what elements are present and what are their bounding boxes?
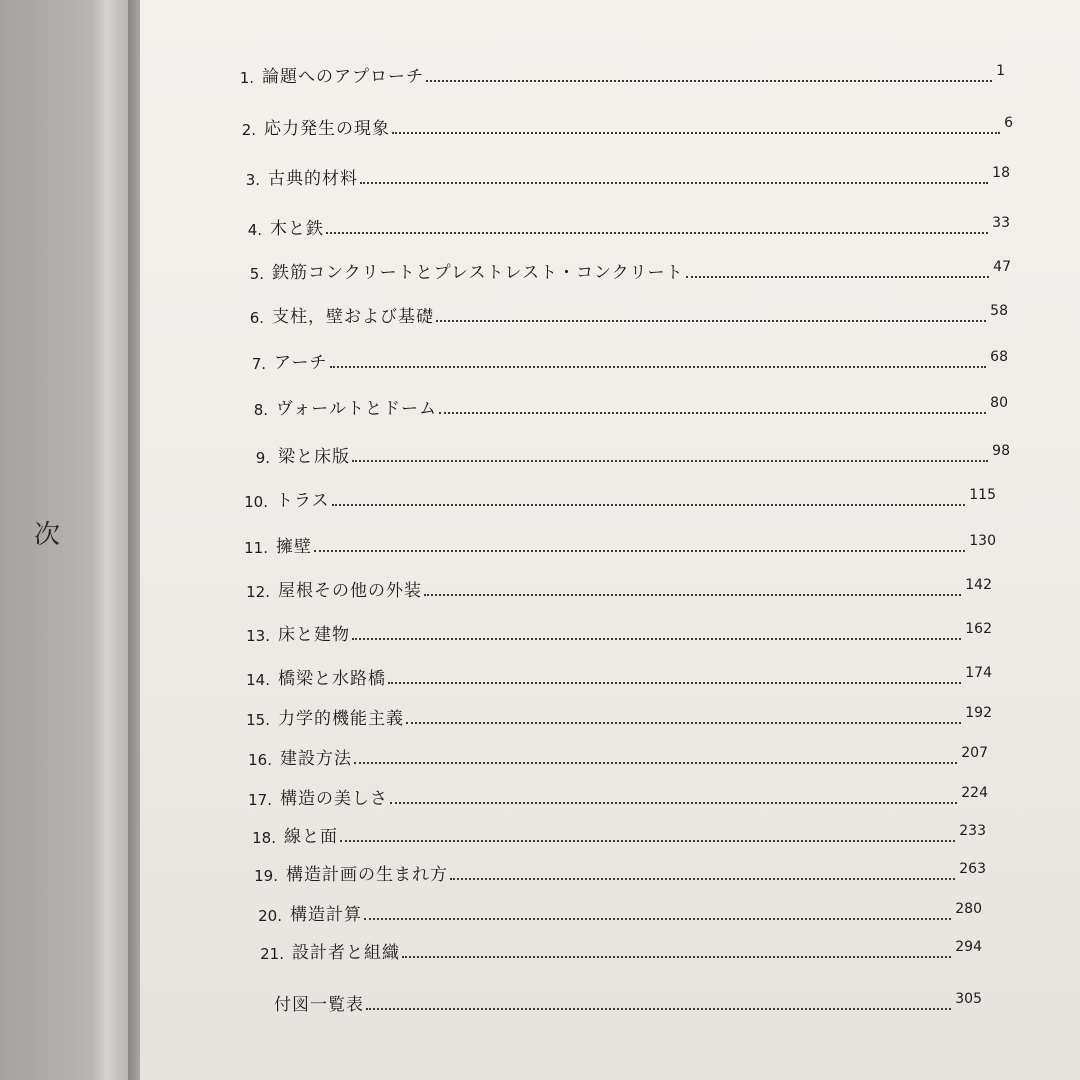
toc-entry bbox=[224, 214, 1010, 239]
dot-leader bbox=[426, 79, 992, 82]
toc-entry-title: 構造計画の生まれ方 bbox=[286, 865, 448, 885]
toc-entry-page: 58 bbox=[990, 303, 1008, 319]
toc-entry-title: 床と建物 bbox=[278, 625, 350, 645]
toc-entry-page: 162 bbox=[965, 621, 992, 637]
dot-leader bbox=[392, 131, 1000, 134]
dot-leader bbox=[406, 721, 961, 724]
dot-leader bbox=[340, 839, 955, 842]
toc-entry-page: 33 bbox=[992, 215, 1010, 231]
toc-entry-number: 4. bbox=[247, 221, 262, 239]
toc-entry-title: 力学的機能主義 bbox=[278, 709, 404, 729]
toc-entry-page: 1 bbox=[996, 63, 1005, 79]
dot-leader bbox=[364, 917, 951, 920]
toc-entry-number: 10. bbox=[244, 493, 268, 511]
toc-entry-number: 15. bbox=[246, 711, 270, 729]
toc-entry-title: ヴォールトとドーム bbox=[276, 399, 437, 419]
toc-entry bbox=[240, 860, 986, 885]
toc-entry-page: 80 bbox=[990, 395, 1008, 411]
toc-entry-number: 1. bbox=[239, 69, 254, 87]
toc-entry-number: 13. bbox=[246, 627, 270, 645]
toc-entry-page: 47 bbox=[993, 259, 1011, 275]
toc-entry-page: 207 bbox=[961, 745, 988, 761]
toc-entry bbox=[238, 822, 986, 847]
toc-entry bbox=[234, 744, 988, 769]
toc-entry-title: 応力発生の現象 bbox=[264, 119, 390, 139]
toc-entry bbox=[226, 302, 1008, 327]
toc-entry bbox=[232, 442, 1010, 467]
toc-entry-number: 5. bbox=[249, 265, 264, 283]
toc-entry bbox=[216, 62, 1005, 87]
toc-entry-number: 8. bbox=[253, 401, 268, 419]
toc-entry-title: 木と鉄 bbox=[270, 219, 324, 239]
toc-entry-title: 屋根その他の外装 bbox=[278, 581, 422, 601]
toc-entry-number: 9. bbox=[255, 449, 270, 467]
toc-entry-page: 305 bbox=[955, 991, 982, 1007]
toc-entry-page: 6 bbox=[1004, 115, 1013, 131]
toc-entry-page: 192 bbox=[965, 705, 992, 721]
toc-entry-number: 3. bbox=[245, 171, 260, 189]
toc-entry-title: 擁壁 bbox=[276, 537, 312, 557]
toc-entry-number: 20. bbox=[258, 907, 282, 925]
toc-entry-title: アーチ bbox=[274, 353, 328, 373]
toc-entry bbox=[232, 576, 992, 601]
dot-leader bbox=[352, 637, 961, 640]
toc-entry-title: 設計者と組織 bbox=[292, 943, 400, 963]
toc-entry bbox=[226, 258, 1011, 283]
toc-entry-page: 98 bbox=[992, 443, 1010, 459]
dot-leader bbox=[388, 681, 961, 684]
dot-leader bbox=[450, 877, 955, 880]
toc-entry bbox=[228, 348, 1008, 373]
toc-entry-number: 11. bbox=[244, 539, 268, 557]
toc-entry-number: 17. bbox=[248, 791, 272, 809]
dot-leader bbox=[366, 1007, 951, 1010]
toc-entry-title: 論題へのアプローチ bbox=[262, 67, 424, 87]
toc-entry-number: 2. bbox=[241, 121, 256, 139]
toc-entry-page: 18 bbox=[992, 165, 1010, 181]
table-of-contents bbox=[140, 0, 1080, 1080]
toc-entry-title: トラス bbox=[276, 491, 330, 511]
toc-entry bbox=[232, 620, 992, 645]
toc-entry-page: 142 bbox=[965, 577, 992, 593]
toc-entry-number: 12. bbox=[246, 583, 270, 601]
toc-entry-page: 130 bbox=[969, 533, 996, 549]
toc-entry-title: 線と面 bbox=[284, 827, 338, 847]
dot-leader bbox=[402, 955, 951, 958]
toc-entry-page: 174 bbox=[965, 665, 992, 681]
toc-entry-page: 280 bbox=[955, 901, 982, 917]
toc-entry-number: 18. bbox=[252, 829, 276, 847]
toc-entry-number: 19. bbox=[254, 867, 278, 885]
toc-entry-title: 古典的材料 bbox=[268, 169, 358, 189]
toc-entry-title: 鉄筋コンクリートとプレストレスト・コンクリート bbox=[272, 263, 684, 283]
dot-leader bbox=[686, 275, 990, 278]
toc-entry-page: 294 bbox=[955, 939, 982, 955]
toc-entry-page: 68 bbox=[990, 349, 1008, 365]
toc-entry bbox=[230, 394, 1008, 419]
dot-leader bbox=[352, 459, 988, 462]
toc-entry-number: 7. bbox=[251, 355, 266, 373]
dot-leader bbox=[332, 503, 966, 506]
toc-entry-title: 支柱，壁および基礎 bbox=[272, 307, 434, 327]
side-heading: 次 bbox=[34, 520, 61, 550]
dot-leader bbox=[330, 365, 987, 368]
dot-leader bbox=[436, 319, 986, 322]
toc-entry-number: 6. bbox=[249, 309, 264, 327]
toc-entry-title: 梁と床版 bbox=[278, 447, 350, 467]
toc-entry bbox=[230, 486, 996, 511]
toc-entry-number: 21. bbox=[260, 945, 284, 963]
toc-entry bbox=[244, 900, 982, 925]
dot-leader bbox=[390, 801, 957, 804]
dot-leader bbox=[326, 231, 988, 234]
toc-entry-page: 115 bbox=[969, 487, 996, 503]
dot-leader bbox=[439, 411, 986, 414]
toc-entry-page: 263 bbox=[959, 861, 986, 877]
toc-entry bbox=[230, 532, 996, 557]
dot-leader bbox=[354, 761, 957, 764]
toc-page bbox=[140, 0, 1080, 1080]
toc-entry-title: 橋梁と水路橋 bbox=[278, 669, 386, 689]
toc-entry bbox=[246, 938, 982, 963]
toc-entry bbox=[232, 704, 992, 729]
dot-leader bbox=[360, 181, 988, 184]
toc-entry-number: 16. bbox=[248, 751, 272, 769]
dot-leader bbox=[424, 593, 961, 596]
toc-entry bbox=[222, 164, 1010, 189]
toc-entry-title: 付図一覧表 bbox=[274, 995, 364, 1015]
toc-entry bbox=[218, 114, 1013, 139]
toc-entry-page: 233 bbox=[959, 823, 986, 839]
toc-entry bbox=[232, 664, 992, 689]
toc-entry-title: 構造の美しさ bbox=[280, 789, 388, 809]
dot-leader bbox=[314, 549, 965, 552]
toc-entry bbox=[266, 990, 982, 1015]
toc-entry bbox=[234, 784, 988, 809]
toc-entry-number: 14. bbox=[246, 671, 270, 689]
toc-entry-page: 224 bbox=[961, 785, 988, 801]
toc-entry-title: 建設方法 bbox=[280, 749, 352, 769]
toc-entry-title: 構造計算 bbox=[290, 905, 362, 925]
